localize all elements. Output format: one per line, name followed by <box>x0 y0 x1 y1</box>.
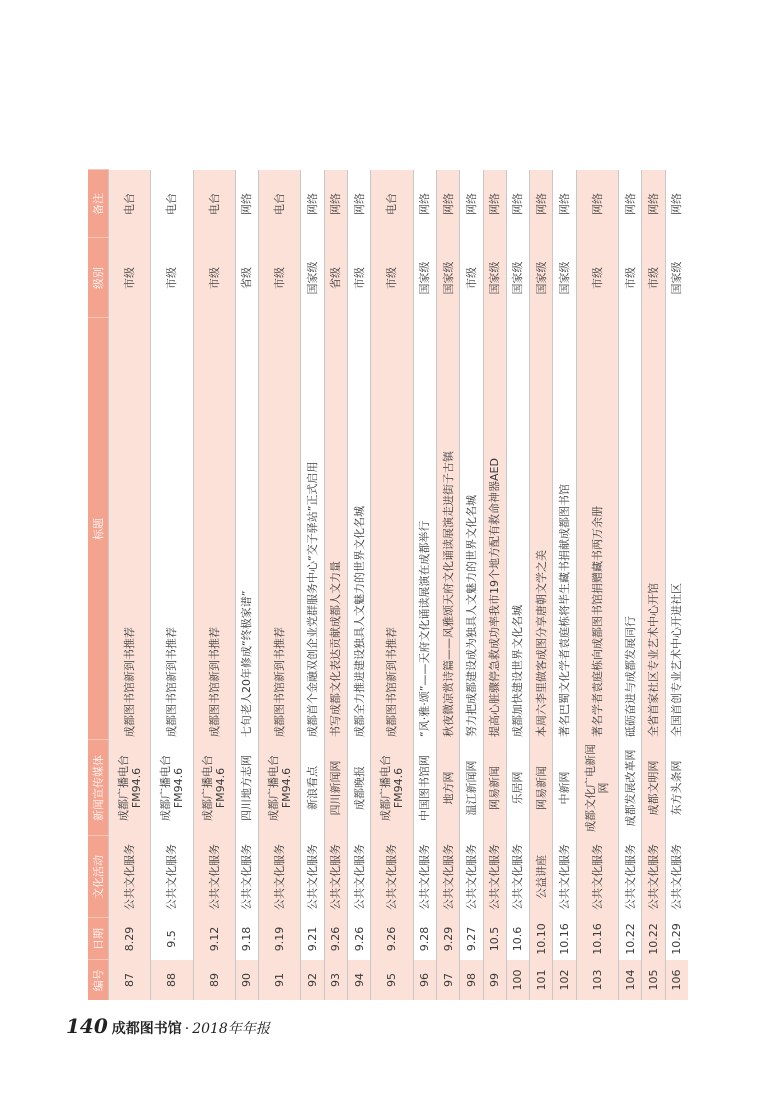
cell-activity: 公共文化服务 <box>483 836 506 918</box>
cell-remark: 网络 <box>619 170 642 238</box>
cell-media: 成都文化广电新闻 网 <box>576 740 618 836</box>
cell-remark: 网络 <box>576 170 618 238</box>
cell-remark: 网络 <box>460 170 483 238</box>
cell-media: 成都广播电台 FM94.6 <box>193 740 235 836</box>
cell-number: 99 <box>483 960 506 1000</box>
cell-media: 新浪看点 <box>301 740 324 836</box>
cell-date: 9.28 <box>413 918 436 960</box>
cell-date: 9.26 <box>324 918 347 960</box>
cell-media: 成都晚报 <box>348 740 371 836</box>
cell-level: 国家级 <box>553 238 576 318</box>
cell-title: 秋夜微凉赏诗篇——风雅颂天府文化诵读展演走进街子古镇 <box>436 318 459 740</box>
cell-activity: 公共文化服务 <box>235 836 258 918</box>
table-row <box>151 170 193 1000</box>
cell-activity: 公共文化服务 <box>619 836 642 918</box>
cell-activity: 公共文化服务 <box>436 836 459 918</box>
cell-remark: 网络 <box>483 170 506 238</box>
cell-number: 94 <box>348 960 371 1000</box>
cell-number: 87 <box>109 960 151 1000</box>
cell-level: 国家级 <box>436 238 459 318</box>
cell-remark: 网络 <box>642 170 665 238</box>
cell-media: 网易新闻 <box>530 740 553 836</box>
cell-number: 100 <box>506 960 529 1000</box>
cell-remark: 网络 <box>506 170 529 238</box>
table-row <box>301 170 324 1000</box>
cell-level: 市级 <box>642 238 665 318</box>
table-body <box>109 170 689 1000</box>
cell-media: 成都文明网 <box>642 740 665 836</box>
cell-date: 9.26 <box>348 918 371 960</box>
cell-title: 全国首创专业艺术中心开进社区 <box>665 318 688 740</box>
cell-media: 网易新闻 <box>483 740 506 836</box>
cell-date: 8.29 <box>109 918 151 960</box>
cell-date: 10.16 <box>553 918 576 960</box>
cell-title: 七旬老人20年修成“终极家谱” <box>235 318 258 740</box>
table-row <box>259 170 301 1000</box>
header-level: 级别 <box>88 238 109 318</box>
cell-level: 国家级 <box>301 238 324 318</box>
cell-media: 温江新闻网 <box>460 740 483 836</box>
cell-date: 10.29 <box>665 918 688 960</box>
cell-level: 市级 <box>371 238 413 318</box>
cell-title: 成都图书馆新到书推荐 <box>193 318 235 740</box>
cell-media: 四川新闻网 <box>324 740 347 836</box>
cell-date: 10.22 <box>642 918 665 960</box>
header-title: 标题 <box>88 318 109 740</box>
rotated-table-wrapper <box>88 170 688 1000</box>
cell-title: 书写成都文化表达贡献成都人文力量 <box>324 318 347 740</box>
cell-title: 砥砺奋进与成都发展同行 <box>619 318 642 740</box>
cell-activity: 公共文化服务 <box>324 836 347 918</box>
cell-date: 10.10 <box>530 918 553 960</box>
cell-level: 国家级 <box>530 238 553 318</box>
table-row <box>371 170 413 1000</box>
table-row <box>348 170 371 1000</box>
cell-level: 国家级 <box>413 238 436 318</box>
table-row <box>413 170 436 1000</box>
table-row <box>665 170 688 1000</box>
cell-level: 市级 <box>259 238 301 318</box>
cell-activity: 公共文化服务 <box>460 836 483 918</box>
cell-title: 成都图书馆新到书推荐 <box>259 318 301 740</box>
table-row <box>642 170 665 1000</box>
cell-date: 10.22 <box>619 918 642 960</box>
cell-activity: 公共文化服务 <box>665 836 688 918</box>
table-row <box>109 170 151 1000</box>
cell-number: 95 <box>371 960 413 1000</box>
cell-remark: 电台 <box>259 170 301 238</box>
cell-title: “风·雅·颂”——天府文化诵读展演在成都举行 <box>413 318 436 740</box>
cell-level: 市级 <box>576 238 618 318</box>
cell-remark: 网络 <box>436 170 459 238</box>
cell-number: 93 <box>324 960 347 1000</box>
cell-title: 成都首个金融双创企业党群服务中心“交子驿站”正式启用 <box>301 318 324 740</box>
header-date: 日期 <box>88 918 109 960</box>
cell-date: 10.5 <box>483 918 506 960</box>
footer-org: 成都图书馆 <box>111 1021 182 1037</box>
cell-remark: 电台 <box>109 170 151 238</box>
table-row <box>619 170 642 1000</box>
page-footer <box>66 1014 270 1038</box>
cell-activity: 公共文化服务 <box>413 836 436 918</box>
cell-level: 市级 <box>151 238 193 318</box>
cell-number: 106 <box>665 960 688 1000</box>
cell-media: 中国图书馆网 <box>413 740 436 836</box>
cell-remark: 电台 <box>193 170 235 238</box>
cell-remark: 网络 <box>665 170 688 238</box>
cell-remark: 网络 <box>235 170 258 238</box>
cell-remark: 网络 <box>348 170 371 238</box>
cell-activity: 公共文化服务 <box>193 836 235 918</box>
cell-date: 9.5 <box>151 918 193 960</box>
cell-activity: 公共文化服务 <box>576 836 618 918</box>
table-row <box>193 170 235 1000</box>
cell-date: 9.18 <box>235 918 258 960</box>
cell-remark: 网络 <box>324 170 347 238</box>
cell-activity: 公共文化服务 <box>259 836 301 918</box>
table-row <box>235 170 258 1000</box>
cell-title: 全省首家社区专业艺术中心开馆 <box>642 318 665 740</box>
cell-remark: 电台 <box>151 170 193 238</box>
cell-number: 96 <box>413 960 436 1000</box>
cell-level: 市级 <box>460 238 483 318</box>
cell-number: 89 <box>193 960 235 1000</box>
cell-media: 地方网 <box>436 740 459 836</box>
cell-date: 9.12 <box>193 918 235 960</box>
cell-remark: 网络 <box>301 170 324 238</box>
cell-number: 92 <box>301 960 324 1000</box>
cell-date: 10.16 <box>576 918 618 960</box>
cell-number: 88 <box>151 960 193 1000</box>
cell-activity: 公共文化服务 <box>151 836 193 918</box>
cell-title: 努力把成都建设成为独具人文魅力的世界文化名城 <box>460 318 483 740</box>
cell-activity: 公共文化服务 <box>506 836 529 918</box>
header-number: 编号 <box>88 960 109 1000</box>
cell-media: 成都发展改革网 <box>619 740 642 836</box>
cell-activity: 公益讲座 <box>530 836 553 918</box>
table-row <box>483 170 506 1000</box>
cell-level: 市级 <box>348 238 371 318</box>
cell-number: 90 <box>235 960 258 1000</box>
footer-dot: · <box>184 1021 190 1037</box>
cell-title: 本周六李里做客成图分享唐朝文学之美 <box>530 318 553 740</box>
cell-activity: 公共文化服务 <box>109 836 151 918</box>
cell-level: 省级 <box>324 238 347 318</box>
cell-media: 四川地方志网 <box>235 740 258 836</box>
cell-number: 98 <box>460 960 483 1000</box>
cell-remark: 网络 <box>530 170 553 238</box>
cell-date: 9.29 <box>436 918 459 960</box>
footer-year: 2018年年报 <box>192 1021 270 1037</box>
table-header-row <box>88 170 109 1000</box>
cell-level: 国家级 <box>665 238 688 318</box>
header-activity: 文化活动 <box>88 836 109 918</box>
cell-date: 9.21 <box>301 918 324 960</box>
cell-title: 著名学者袁庭栋向成都图书馆捐赠藏书两万余册 <box>576 318 618 740</box>
cell-title: 成都图书馆新到书推荐 <box>109 318 151 740</box>
cell-level: 省级 <box>235 238 258 318</box>
cell-level: 国家级 <box>506 238 529 318</box>
header-media: 新闻宣传媒体 <box>88 740 109 836</box>
cell-date: 9.26 <box>371 918 413 960</box>
cell-activity: 公共文化服务 <box>642 836 665 918</box>
cell-media: 成都广播电台 FM94.6 <box>109 740 151 836</box>
cell-title: 提高心脏骤停急救成功率我市19个地方配有救命神器AED <box>483 318 506 740</box>
cell-level: 市级 <box>619 238 642 318</box>
table-row <box>553 170 576 1000</box>
cell-activity: 公共文化服务 <box>348 836 371 918</box>
cell-number: 101 <box>530 960 553 1000</box>
cell-number: 91 <box>259 960 301 1000</box>
table-row <box>506 170 529 1000</box>
table-row <box>530 170 553 1000</box>
cell-media: 成都广播电台 FM94.6 <box>151 740 193 836</box>
cell-remark: 网络 <box>413 170 436 238</box>
cell-remark: 电台 <box>371 170 413 238</box>
cell-media: 乐居网 <box>506 740 529 836</box>
page-number: 140 <box>66 1014 108 1038</box>
cell-number: 97 <box>436 960 459 1000</box>
cell-activity: 公共文化服务 <box>371 836 413 918</box>
cell-media: 成都广播电台 FM94.6 <box>371 740 413 836</box>
cell-date: 10.6 <box>506 918 529 960</box>
table-row <box>460 170 483 1000</box>
table-row <box>576 170 618 1000</box>
cell-level: 市级 <box>193 238 235 318</box>
cell-title: 成都图书馆新到书推荐 <box>371 318 413 740</box>
cell-title: 成都图书馆新到书推荐 <box>151 318 193 740</box>
cell-date: 9.27 <box>460 918 483 960</box>
cell-media: 成都广播电台 FM94.6 <box>259 740 301 836</box>
table-row <box>324 170 347 1000</box>
cell-number: 103 <box>576 960 618 1000</box>
cell-level: 市级 <box>109 238 151 318</box>
cell-number: 104 <box>619 960 642 1000</box>
cell-number: 105 <box>642 960 665 1000</box>
cell-activity: 公共文化服务 <box>553 836 576 918</box>
cell-title: 成都加快建设世界文化名城 <box>506 318 529 740</box>
cell-title: 成都全力推进建设独具人文魅力的世界文化名城 <box>348 318 371 740</box>
cell-level: 国家级 <box>483 238 506 318</box>
news-media-table <box>88 170 688 1001</box>
cell-media: 东方头条网 <box>665 740 688 836</box>
cell-media: 中新网 <box>553 740 576 836</box>
cell-remark: 网络 <box>553 170 576 238</box>
cell-date: 9.19 <box>259 918 301 960</box>
header-remark: 备注 <box>88 170 109 238</box>
cell-number: 102 <box>553 960 576 1000</box>
cell-title: 著名巴蜀文化学者袁庭栋将毕生藏书捐献成都图书馆 <box>553 318 576 740</box>
table-row <box>436 170 459 1000</box>
cell-activity: 公共文化服务 <box>301 836 324 918</box>
